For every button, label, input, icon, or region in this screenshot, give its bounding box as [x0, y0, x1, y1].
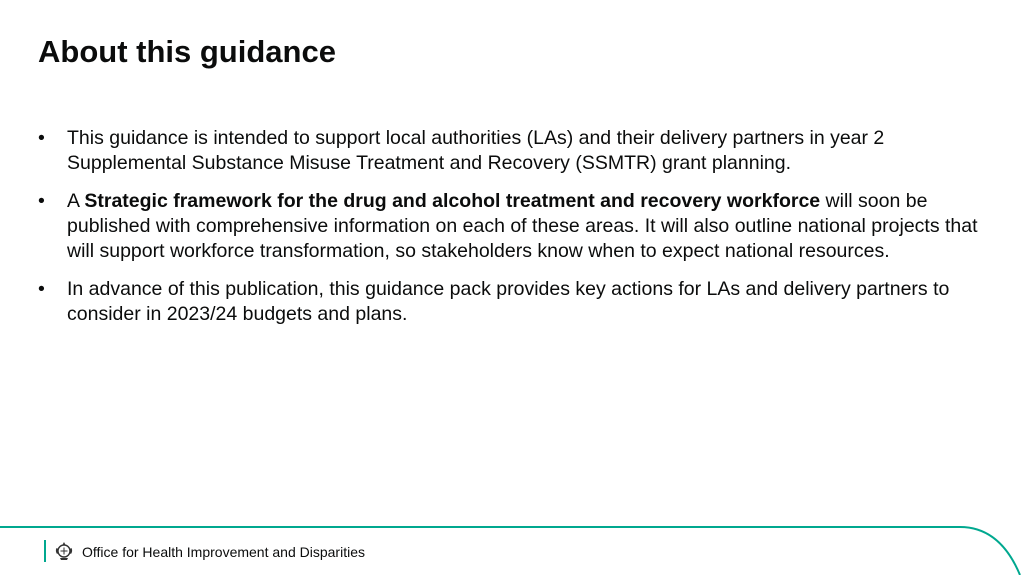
bullet-dot: •: [38, 278, 45, 300]
footer-accent-bar: [44, 540, 46, 562]
bullet-text: In advance of this publication, this guidance pack provides key actions for LAs and delivery partners to consider in 2023/24 budgets and plans.: [67, 278, 950, 325]
framework-title: Strategic framework for the drug and alcohol treatment and recovery workforce: [84, 190, 821, 212]
bullet-list: [38, 126, 988, 340]
slide-title: About this guidance: [38, 34, 336, 69]
bullet-item-3: [38, 277, 988, 327]
bullet-text: This guidance is intended to support local authorities (LAs) and their delivery partners in year 2 Supplemental Substance Misuse Treatment and Recovery (SSMTR) grant planning.: [67, 127, 885, 174]
bullet-dot: •: [38, 190, 45, 212]
royal-crest-icon: [52, 539, 76, 563]
bullet-text-suffix: will soon be published with comprehensive information on each of these areas. It will also outline national projects that will support workforce transformation, so stakeholders know when to expect national resources.: [67, 190, 978, 262]
bullet-text-prefix: A: [67, 190, 85, 212]
bullet-item-2: [38, 189, 988, 264]
bullet-item-1: [38, 126, 988, 176]
bullet-dot: •: [38, 127, 45, 149]
footer-organisation-name: Office for Health Improvement and Disparities: [82, 544, 365, 560]
